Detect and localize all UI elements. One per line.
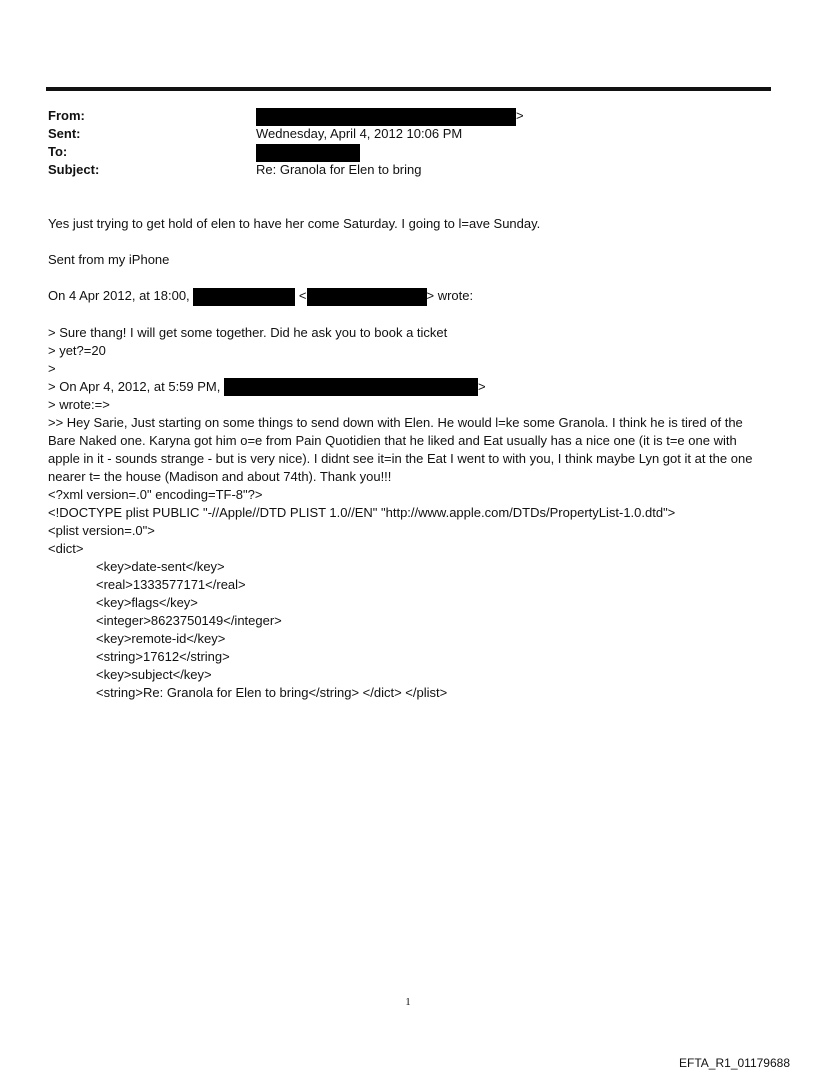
from-label: From: (48, 108, 85, 123)
email-body (48, 215, 766, 702)
xml-line: <key>remote-id</key> (96, 631, 226, 647)
xml-line: <!DOCTYPE plist PUBLIC "-//Apple//DTD PLIST 1.0//EN" "http://www.apple.com/DTDs/PropertyList-1.0.dtd"> (48, 505, 676, 521)
redaction-block (307, 288, 427, 306)
quoted-reply-prefix: > On Apr 4, 2012, at 5:59 PM, (48, 378, 221, 394)
from-suffix: > (516, 108, 524, 123)
from-value (256, 107, 524, 126)
to-value (256, 143, 360, 162)
sent-label: Sent: (48, 126, 81, 141)
quoted-paragraph: >> Hey Sarie, Just starting on some things to send down with Elen. He would l=ke some Granola. I think he is tired of the Bare Naked one. Karyna got him o=e from Pain Quotidien that he liked and Eat usually has a nice one (it is t=e one with apple in it - sounds strange - but is very nice). I didnt see it=in the Eat I went to with you, I think maybe Lyn got it at the one nearer t= the house (Madison and about 74th). Thank you!!! (48, 415, 753, 485)
xml-line: <real>1333577171</real> (96, 577, 246, 593)
quoted-line: > Sure thang! I will get some together. Did he ask you to book a ticket (48, 324, 448, 340)
reply-header-prefix: On 4 Apr 2012, at 18:00, (48, 288, 190, 303)
reply-header-suffix: > wrote: (426, 288, 474, 303)
redaction-block (256, 144, 360, 162)
to-label: To: (48, 144, 68, 159)
redaction-block (256, 108, 516, 126)
subject-label: Subject: (48, 162, 100, 177)
quoted-reply-header (48, 378, 766, 397)
xml-line: <dict> (48, 541, 84, 557)
xml-line: <plist version=.0"> (48, 523, 155, 539)
xml-line: <string>17612</string> (96, 649, 230, 665)
quoted-line: > yet?=20 (48, 342, 106, 358)
signature: Sent from my iPhone (48, 252, 170, 267)
sent-value: Wednesday, April 4, 2012 10:06 PM (256, 126, 463, 141)
xml-line: <integer>8623750149</integer> (96, 613, 282, 629)
reply-header (48, 287, 766, 306)
redaction-block (193, 288, 295, 306)
xml-line: <key>flags</key> (96, 595, 198, 611)
xml-line: <?xml version=.0" encoding=TF-8"?> (48, 487, 263, 503)
page-number: 1 (405, 996, 411, 1008)
xml-line: <key>subject</key> (96, 667, 212, 683)
xml-line: <string>Re: Granola for Elen to bring</string> </dict> </plist> (96, 685, 448, 701)
header-divider (46, 87, 771, 91)
quoted-line: > (48, 360, 56, 376)
xml-line: <key>date-sent</key> (96, 559, 225, 575)
redaction-block (224, 378, 478, 396)
document-id: EFTA_R1_01179688 (679, 1056, 790, 1070)
reply-header-lt: < (298, 288, 307, 303)
quoted-line: > wrote:=> (48, 397, 110, 413)
body-paragraph: Yes just trying to get hold of elen to have her come Saturday. I going to l=ave Sunday. (48, 216, 541, 231)
subject-value: Re: Granola for Elen to bring (256, 162, 422, 177)
quoted-reply-suffix: > (477, 378, 486, 394)
